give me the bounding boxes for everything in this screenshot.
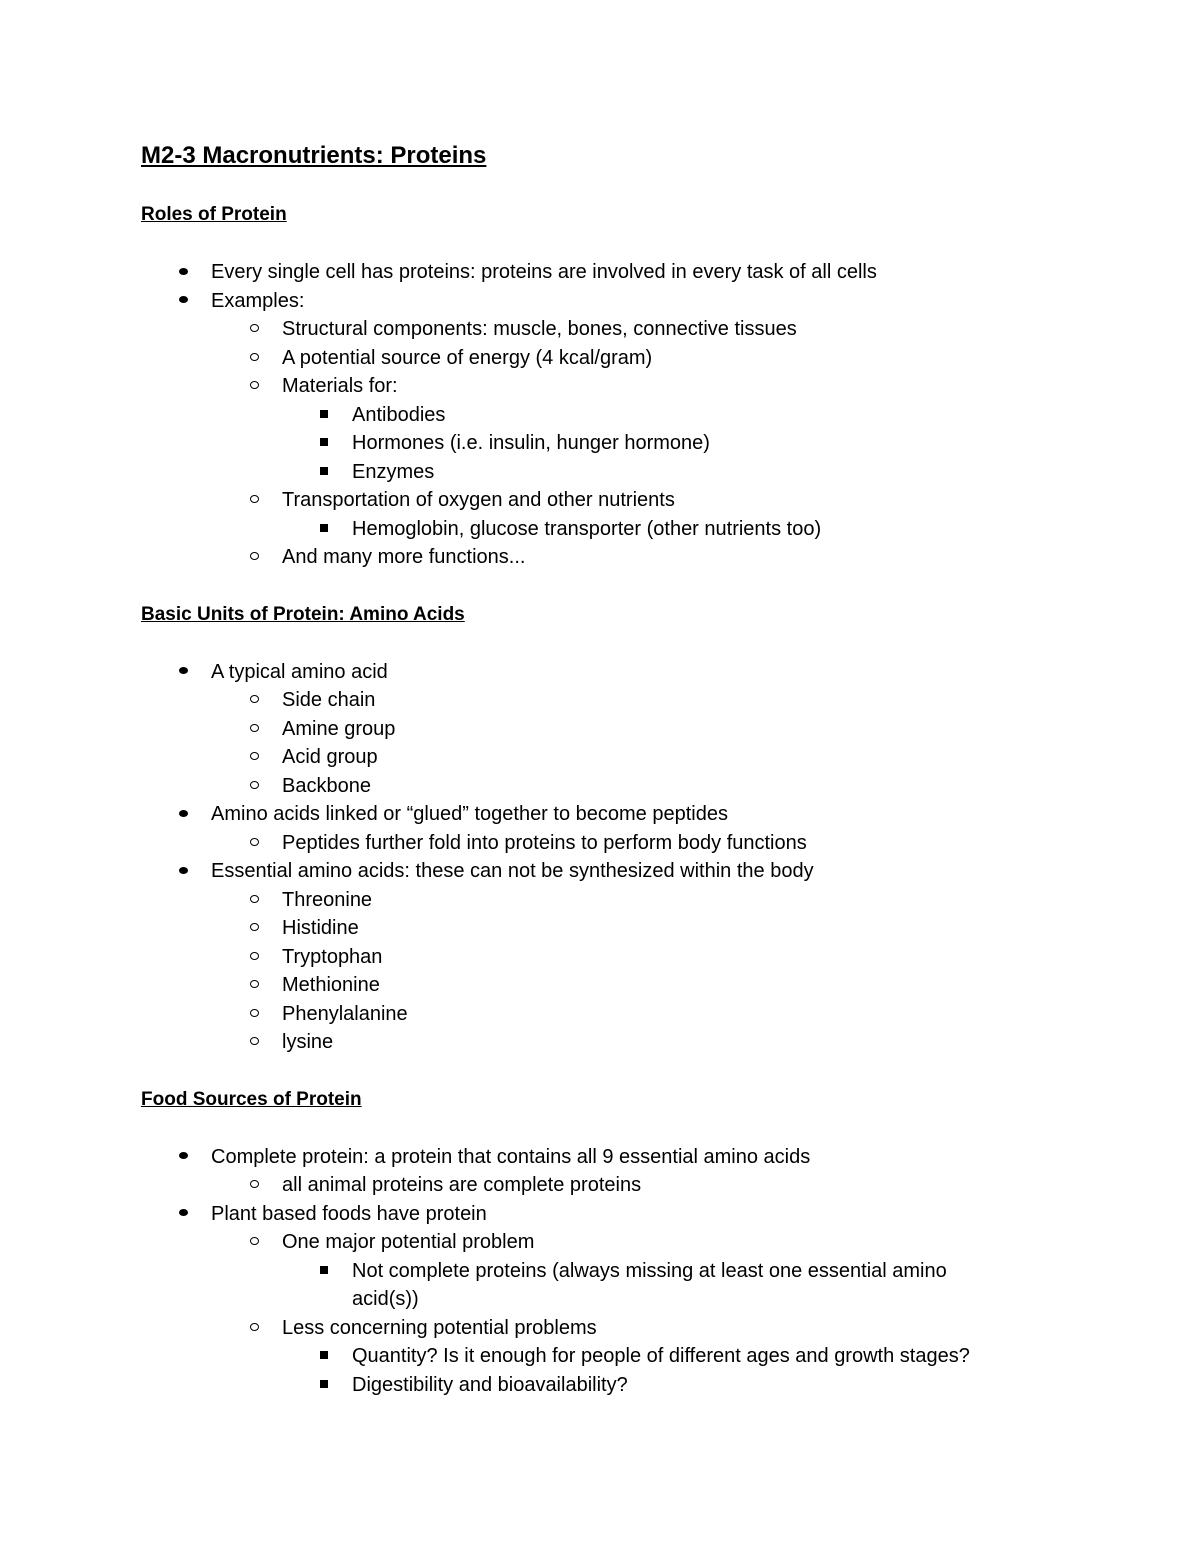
list-item: Quantity? Is it enough for people of different ages and growth stages? — [141, 1342, 1041, 1371]
bullet-dot-icon — [175, 258, 191, 287]
bullet-circle-icon — [246, 1228, 262, 1257]
bullet-dot-icon — [175, 658, 191, 687]
list-item: Peptides further fold into proteins to perform body functions — [141, 829, 1041, 858]
bullet-dot-icon — [175, 1143, 191, 1172]
bullet-circle-icon — [246, 1000, 262, 1029]
bullet-square-icon — [316, 401, 332, 430]
section-heading-amino-acids: Basic Units of Protein: Amino Acids — [141, 603, 465, 625]
bullet-circle-icon — [246, 372, 262, 401]
list-item: And many more functions... — [141, 543, 1041, 572]
bullet-circle-icon — [246, 315, 262, 344]
bullet-circle-icon — [246, 971, 262, 1000]
list-item: Digestibility and bioavailability? — [141, 1371, 1041, 1400]
list-item: Threonine — [141, 886, 1041, 915]
list-item: Every single cell has proteins: proteins are involved in every task of all cells — [141, 258, 1041, 287]
list-item: Antibodies — [141, 401, 1041, 430]
bullet-circle-icon — [246, 914, 262, 943]
bullet-circle-icon — [246, 686, 262, 715]
bullet-circle-icon — [246, 772, 262, 801]
bullet-circle-icon — [246, 344, 262, 373]
list-item: Amine group — [141, 715, 1041, 744]
list-item: A typical amino acid — [141, 658, 1041, 687]
bullet-square-icon — [316, 1257, 332, 1286]
list-item: Materials for: — [141, 372, 1041, 401]
bullet-circle-icon — [246, 1171, 262, 1200]
bullet-dot-icon — [175, 857, 191, 886]
list-item: Amino acids linked or “glued” together to become peptides — [141, 800, 1041, 829]
bullet-circle-icon — [246, 743, 262, 772]
list-item: Enzymes — [141, 458, 1041, 487]
bullet-square-icon — [316, 458, 332, 487]
food-list — [141, 1143, 1041, 1400]
bullet-dot-icon — [175, 287, 191, 316]
list-item: Hemoglobin, glucose transporter (other nutrients too) — [141, 515, 1041, 544]
document-page — [141, 140, 1041, 1428]
list-item: all animal proteins are complete proteins — [141, 1171, 1041, 1200]
bullet-dot-icon — [175, 800, 191, 829]
section-heading-roles: Roles of Protein — [141, 204, 287, 225]
list-item: Histidine — [141, 914, 1041, 943]
list-item: Backbone — [141, 772, 1041, 801]
bullet-circle-icon — [246, 1314, 262, 1343]
amino-list — [141, 658, 1041, 1057]
list-item: Hormones (i.e. insulin, hunger hormone) — [141, 429, 1041, 458]
list-item: Less concerning potential problems — [141, 1314, 1041, 1343]
roles-list — [141, 258, 1041, 572]
bullet-circle-icon — [246, 943, 262, 972]
list-item: Acid group — [141, 743, 1041, 772]
list-item: Plant based foods have protein — [141, 1200, 1041, 1229]
bullet-circle-icon — [246, 715, 262, 744]
bullet-square-icon — [316, 1371, 332, 1400]
bullet-dot-icon — [175, 1200, 191, 1229]
list-item: Essential amino acids: these can not be synthesized within the body — [141, 857, 1041, 886]
list-item: One major potential problem — [141, 1228, 1041, 1257]
list-item: Not complete proteins (always missing at least one essential amino acid(s)) — [141, 1257, 1041, 1314]
page-title: M2-3 Macronutrients: Proteins — [141, 142, 487, 169]
bullet-circle-icon — [246, 1028, 262, 1057]
list-item: Examples: — [141, 287, 1041, 316]
list-item: Transportation of oxygen and other nutrients — [141, 486, 1041, 515]
list-item: lysine — [141, 1028, 1041, 1057]
list-item: Methionine — [141, 971, 1041, 1000]
bullet-circle-icon — [246, 543, 262, 572]
list-item: A potential source of energy (4 kcal/gram) — [141, 344, 1041, 373]
bullet-circle-icon — [246, 486, 262, 515]
bullet-circle-icon — [246, 886, 262, 915]
list-item: Structural components: muscle, bones, connective tissues — [141, 315, 1041, 344]
list-item: Complete protein: a protein that contains all 9 essential amino acids — [141, 1143, 1041, 1172]
section-heading-food-sources: Food Sources of Protein — [141, 1088, 362, 1110]
bullet-square-icon — [316, 515, 332, 544]
bullet-square-icon — [316, 1342, 332, 1371]
list-item: Phenylalanine — [141, 1000, 1041, 1029]
bullet-circle-icon — [246, 829, 262, 858]
bullet-square-icon — [316, 429, 332, 458]
list-item: Side chain — [141, 686, 1041, 715]
list-item: Tryptophan — [141, 943, 1041, 972]
